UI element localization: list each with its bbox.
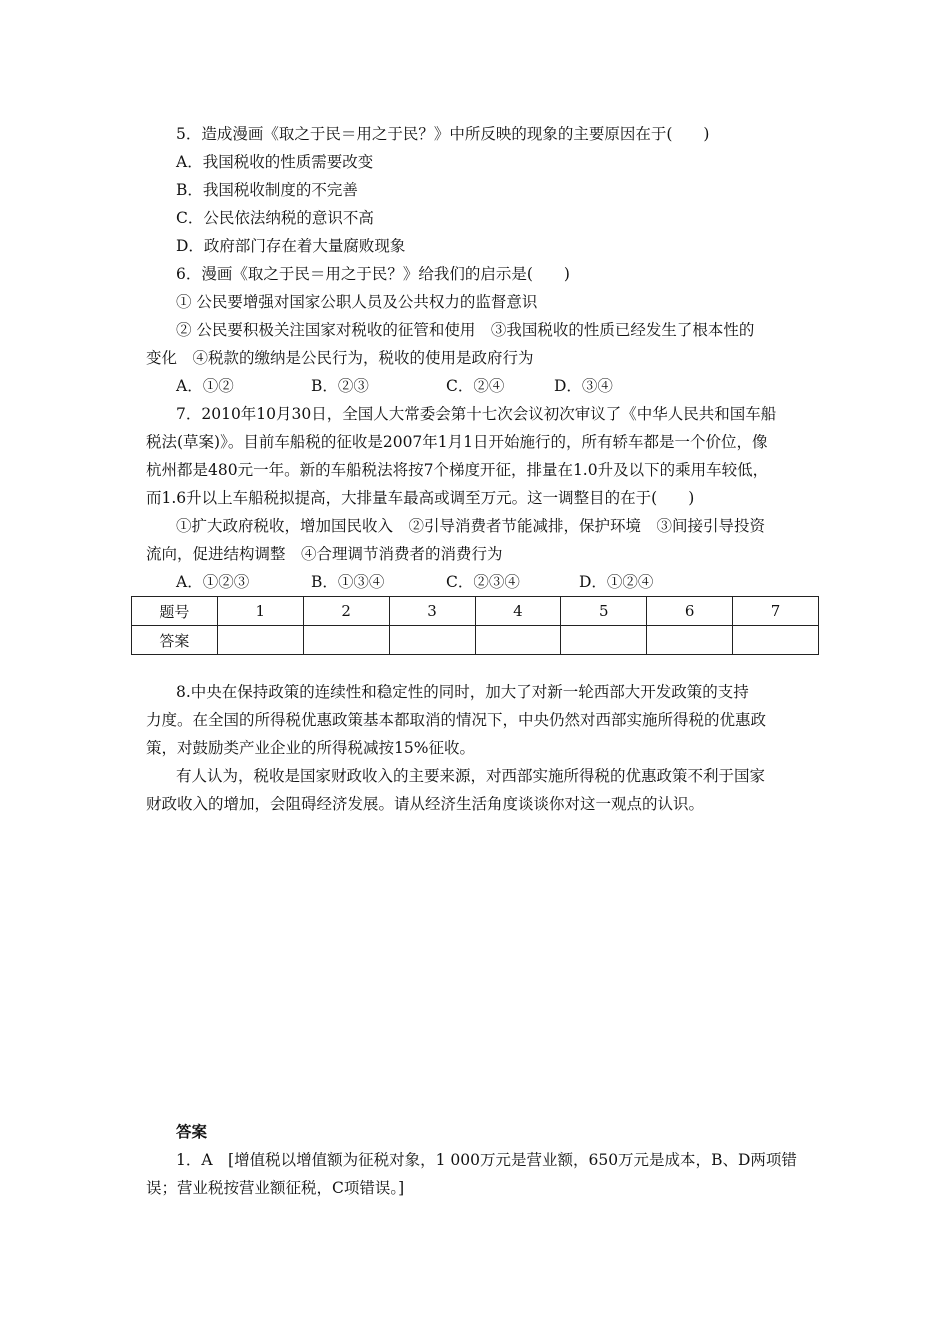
q6-option-b: B．②③	[311, 377, 369, 395]
table-cell: 4	[475, 597, 561, 626]
answers-heading: 答案	[176, 1123, 208, 1141]
q6-stem: 6．漫画《取之于民＝用之于民？》给我们的启示是( )	[176, 265, 570, 283]
answer-cell[interactable]	[389, 626, 475, 655]
table-cell: 6	[647, 597, 733, 626]
q5-option-a: A．我国税收的性质需要改变	[176, 153, 374, 171]
q6-option-a: A．①②	[176, 377, 234, 395]
table-row	[132, 626, 819, 655]
q7-statements-line2: 流向，促进结构调整 ④合理调节消费者的消费行为	[146, 545, 503, 563]
q5-option-c: C．公民依法纳税的意识不高	[176, 209, 374, 227]
answer-cell[interactable]	[647, 626, 733, 655]
q6-option-c: C．②④	[446, 377, 505, 395]
table-header-cell: 题号	[132, 597, 218, 626]
answer-cell[interactable]	[303, 626, 389, 655]
q7-statements-line1: ①扩大政府税收，增加国民收入 ②引导消费者节能减排，保护环境 ③间接引导投资	[176, 517, 766, 535]
q8-p1-line3: 策，对鼓励类产业企业的所得税减按15%征收。	[146, 739, 475, 757]
q7-option-b: B．①③④	[311, 573, 385, 591]
table-row	[132, 597, 819, 626]
q5-stem: 5．造成漫画《取之于民＝用之于民？》中所反映的现象的主要原因在于( )	[176, 125, 710, 143]
q8-p1-line1: 8.中央在保持政策的连续性和稳定性的同时，加大了对新一轮西部大开发政策的支持	[176, 683, 749, 701]
q6-statement-1: ① 公民要增强对国家公职人员及公共权力的监督意识	[176, 293, 538, 311]
q7-line-3: 杭州都是480元一年。新的车船税法将按7个梯度开征，排量在1.0升及以下的乘用车较低，	[146, 461, 769, 479]
answer-cell[interactable]	[561, 626, 647, 655]
answer-1-line2: 误；营业税按营业额征税，C项错误。]	[146, 1179, 405, 1197]
q8-p1-line2: 力度。在全国的所得税优惠政策基本都取消的情况下，中央仍然对西部实施所得税的优惠政	[146, 711, 767, 729]
q8-p2-line2: 财政收入的增加，会阻碍经济发展。请从经济生活角度谈谈你对这一观点的认识。	[146, 795, 705, 813]
q7-option-a: A．①②③	[176, 573, 250, 591]
answer-table	[131, 596, 819, 655]
answer-cell[interactable]	[217, 626, 303, 655]
q6-statement-2-line2: 变化 ④税款的缴纳是公民行为，税收的使用是政府行为	[146, 349, 534, 367]
table-cell: 3	[389, 597, 475, 626]
answer-cell[interactable]	[475, 626, 561, 655]
answer-cell[interactable]	[733, 626, 819, 655]
q7-line-4: 而1.6升以上车船税拟提高，大排量车最高或调至万元。这一调整目的在于( )	[146, 489, 695, 507]
answer-1-line1: 1．A [增值税以增值额为征税对象，1 000万元是营业额，650万元是成本，B、D两项错	[176, 1151, 797, 1169]
q6-statement-2-line1: ② 公民要积极关注国家对税收的征管和使用 ③我国税收的性质已经发生了根本性的	[176, 321, 755, 339]
table-cell: 7	[733, 597, 819, 626]
q5-option-b: B．我国税收制度的不完善	[176, 181, 358, 199]
q8-p2-line1: 有人认为，税收是国家财政收入的主要来源，对西部实施所得税的优惠政策不利于国家	[176, 767, 766, 785]
q7-line-1: 7．2010年10月30日，全国人大常委会第十七次会议初次审议了《中华人民共和国车船	[176, 405, 777, 423]
q7-line-2: 税法(草案)》。目前车船税的征收是2007年1月1日开始施行的，所有轿车都是一个价位，像	[146, 433, 768, 451]
table-cell: 1	[217, 597, 303, 626]
table-header-cell: 答案	[132, 626, 218, 655]
q5-option-d: D．政府部门存在着大量腐败现象	[176, 237, 406, 255]
q7-option-d: D．①②④	[579, 573, 654, 591]
q6-option-d: D．③④	[554, 377, 613, 395]
table-cell: 5	[561, 597, 647, 626]
q7-option-c: C．②③④	[446, 573, 520, 591]
table-cell: 2	[303, 597, 389, 626]
